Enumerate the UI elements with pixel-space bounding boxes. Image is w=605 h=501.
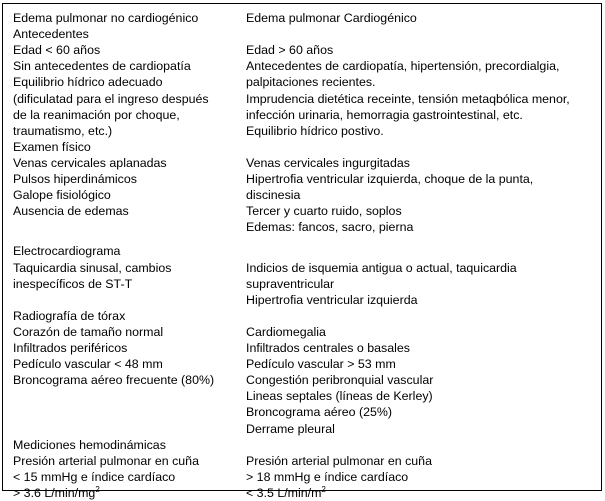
line-text: < 3.5 L/min/m — [246, 485, 322, 500]
line-text: Equilibrio hídrico adecuado — [13, 75, 163, 90]
left-column-line — [13, 485, 100, 501]
line-text: Infiltrados periféricos — [13, 341, 128, 356]
line-text: infección urinaria, hemorragia gastrointestinal, etc. — [246, 107, 523, 122]
line-text: Edema pulmonar Cardiogénico — [246, 11, 417, 25]
right-column-line — [246, 453, 432, 469]
line-text: palpitaciones recientes. — [246, 75, 376, 90]
left-column-line — [13, 243, 120, 259]
right-column-line — [246, 388, 433, 404]
line-text: Venas cervicales aplanadas — [13, 155, 167, 170]
line-text: Derrame pleural — [246, 421, 335, 436]
left-column-line — [13, 107, 180, 123]
line-text: Mediciones hemodinámicas — [13, 437, 166, 452]
line-text: Pulsos hiperdinámicos — [13, 172, 137, 186]
line-text: traumatismo, etc.) — [13, 123, 113, 138]
superscript: 2 — [95, 484, 100, 494]
right-column-line — [246, 372, 433, 388]
line-text: Hipertrofia ventricular izquierda — [246, 292, 418, 307]
right-column-line — [246, 107, 523, 123]
right-column-line — [246, 485, 326, 501]
line-text: Taquicardia sinusal, cambios — [13, 260, 172, 275]
left-column-line — [13, 155, 167, 171]
right-column-line — [246, 340, 410, 356]
left-column-line — [13, 356, 163, 372]
line-text: Presión arterial pulmonar en cuña — [13, 453, 199, 468]
right-column-line — [246, 260, 517, 276]
right-column-line — [246, 421, 335, 437]
line-text: Antecedentes de cardiopatía, hipertensión, precordialgia, — [246, 59, 560, 74]
line-text: Edad > 60 años — [246, 43, 334, 58]
line-text: Sin antecedentes de cardiopatía — [13, 59, 191, 74]
line-text: Corazón de tamaño normal — [13, 324, 164, 339]
line-text: Imprudencia dietética receinte, tensión metaqbólica menor, — [246, 91, 570, 106]
left-column-line — [13, 276, 132, 292]
left-column-line — [13, 308, 125, 324]
line-text: Antecedentes — [13, 27, 89, 42]
left-column-line — [13, 58, 191, 74]
right-column-line — [246, 155, 410, 171]
line-text: Indicios de isquemia antigua o actual, taquicardia — [246, 260, 517, 275]
line-text: Radiografía de tórax — [13, 308, 126, 323]
left-column-line — [13, 260, 171, 276]
left-column-line — [13, 453, 199, 469]
superscript: 2 — [321, 484, 326, 494]
right-column-line — [246, 123, 384, 139]
right-column-line — [246, 187, 300, 203]
right-column-line — [246, 58, 559, 74]
line-text: Edemas: fancos, sacro, pierna — [246, 220, 414, 235]
line-text: Electrocardiograma — [13, 244, 121, 259]
left-column-line — [13, 139, 91, 155]
right-column-line — [246, 404, 392, 420]
left-column-line — [13, 26, 89, 42]
line-text: Ausencia de edemas — [13, 204, 129, 219]
line-text: Hipertrofia ventricular izquierda, choque de la punta, — [246, 172, 534, 186]
line-text: Congestión peribronquial vascular — [246, 373, 434, 388]
right-column-line — [246, 219, 413, 235]
line-text: Galope fisiológico — [13, 188, 111, 203]
line-text: discinesia — [246, 188, 301, 203]
right-column-line — [246, 356, 396, 372]
right-column-line — [246, 469, 408, 485]
left-column-line — [13, 10, 198, 26]
line-text: Tercer y cuarto ruido, soplos — [246, 204, 402, 219]
line-text: Infiltrados centrales o basales — [246, 341, 410, 356]
left-column-line — [13, 171, 137, 187]
left-column-line — [13, 203, 129, 219]
right-column-line — [246, 42, 333, 58]
line-text: supraventricular — [246, 276, 335, 291]
left-column-line — [13, 123, 112, 139]
line-text: Pedículo vascular < 48 mm — [13, 357, 163, 372]
comparison-table — [2, 3, 602, 500]
right-column-line — [246, 91, 570, 107]
line-text: Cardiomegalia — [246, 324, 326, 339]
right-column-line — [246, 324, 326, 340]
line-text: Broncograma aéreo frecuente (80%) — [13, 373, 215, 388]
left-column-line — [13, 372, 214, 388]
line-text: Broncograma aéreo (25%) — [246, 405, 393, 420]
left-column-line — [13, 324, 163, 340]
left-column-line — [13, 187, 111, 203]
right-column-line — [246, 203, 402, 219]
line-text: Venas cervicales ingurgitadas — [246, 155, 410, 170]
right-column-line — [246, 292, 417, 308]
left-column-line — [13, 469, 175, 485]
line-text: > 18 mmHg e índice cardíaco — [246, 469, 409, 484]
line-text: Equilibrio hídrico postivo. — [246, 123, 384, 138]
right-column-line — [246, 276, 334, 292]
line-text: > 3.6 L/min/mg — [13, 485, 96, 500]
line-text: < 15 mmHg e índice cardíaco — [13, 469, 176, 484]
line-text: Pedículo vascular > 53 mm — [246, 357, 396, 372]
line-text: (dificulatad para el ingreso después — [13, 91, 209, 106]
left-column-line — [13, 42, 100, 58]
line-text: de la reanimación por choque, — [13, 107, 180, 122]
line-text: Edad < 60 años — [13, 43, 101, 58]
line-text: Lineas septales (líneas de Kerley) — [246, 389, 433, 404]
right-column-line — [246, 10, 417, 26]
left-column-line — [13, 74, 162, 90]
left-column-line — [13, 437, 166, 453]
line-text: Presión arterial pulmonar en cuña — [246, 453, 432, 468]
line-text: Examen físico — [13, 139, 91, 154]
left-column-line — [13, 91, 209, 107]
line-text: inespecíficos de ST-T — [13, 276, 133, 291]
left-column-line — [13, 340, 127, 356]
right-column-line — [246, 171, 533, 187]
line-text: Edema pulmonar no cardiogénico — [13, 11, 199, 25]
right-column-line — [246, 74, 376, 90]
